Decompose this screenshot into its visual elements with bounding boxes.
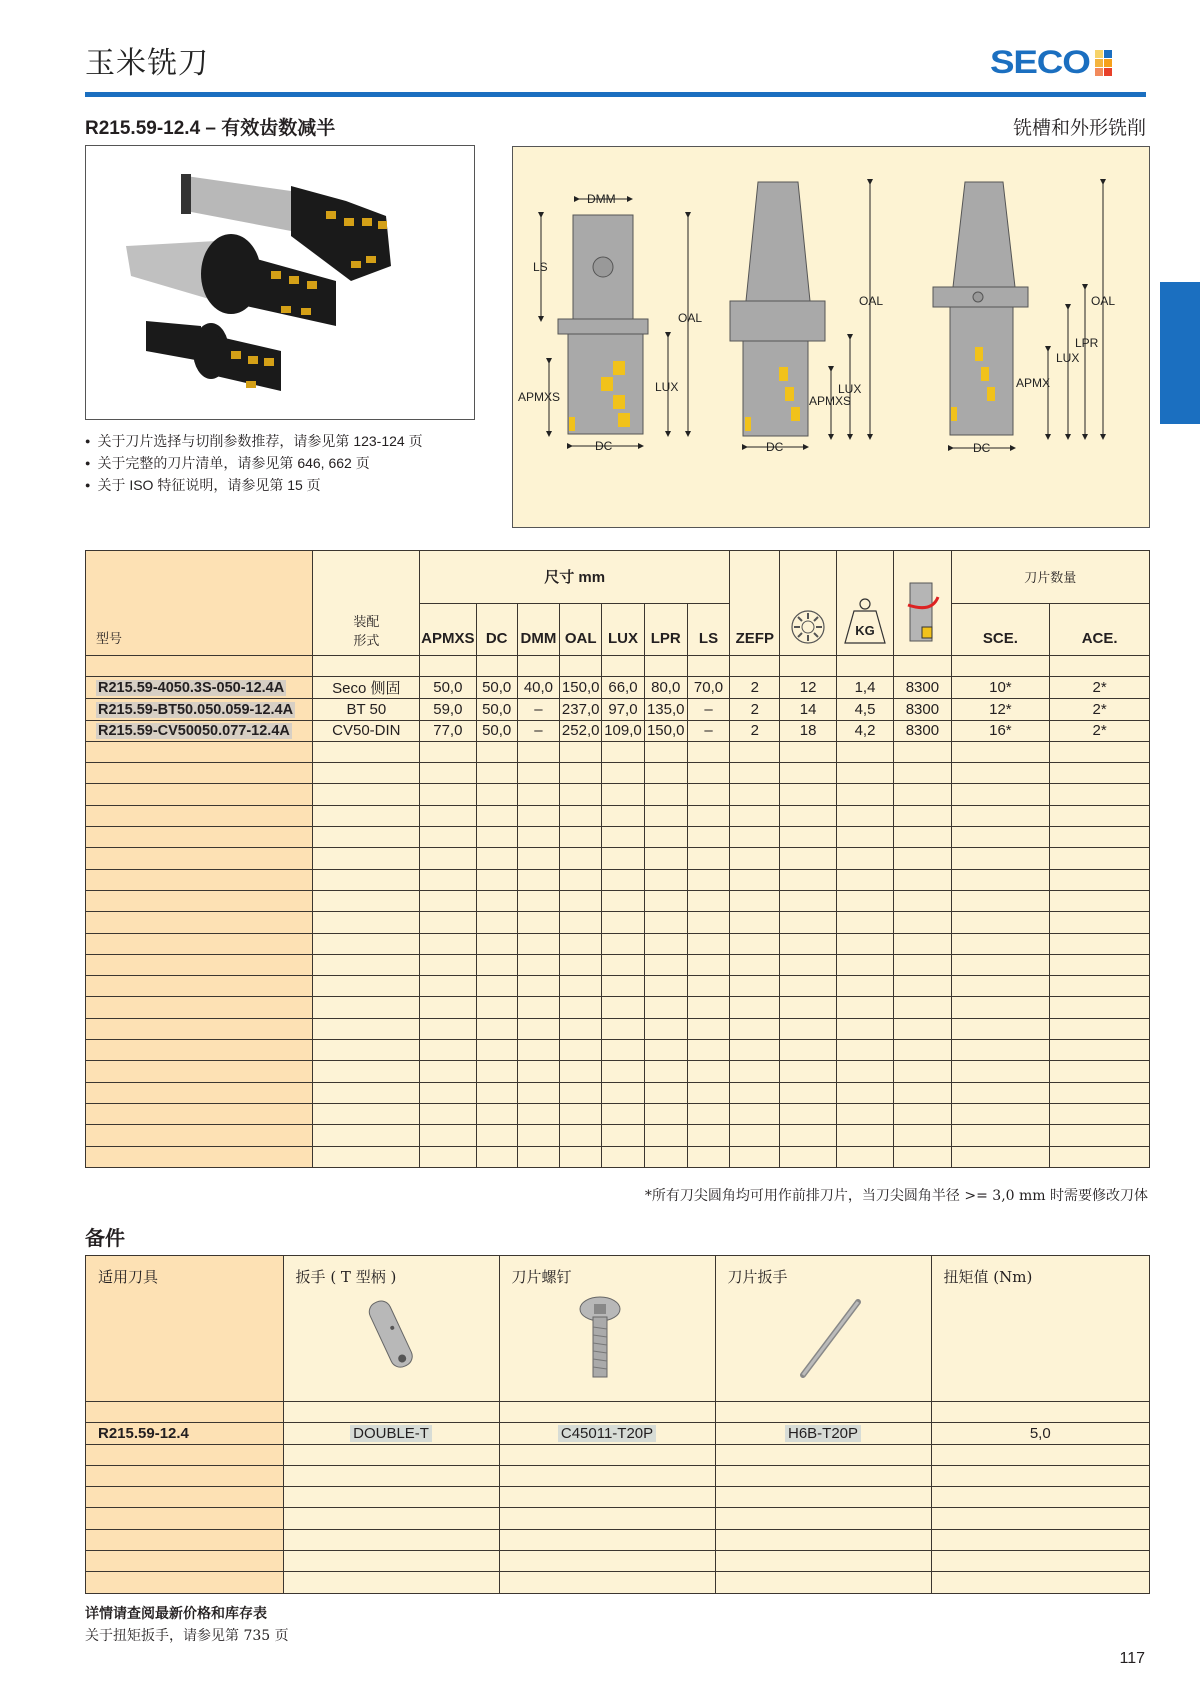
empty-row: [86, 1040, 1150, 1061]
logo-squares-icon: [1095, 50, 1112, 76]
dc-value: 50,0: [476, 720, 517, 741]
ace-value: 2*: [1050, 677, 1150, 699]
spacer-row: [86, 656, 1150, 677]
col-header-rpm: [894, 551, 951, 656]
col-header-ls: LS: [687, 603, 729, 656]
page-footer: [85, 1603, 289, 1647]
col-header-screw: 刀片螺钉: [499, 1256, 715, 1402]
col-header-dc: DC: [476, 603, 517, 656]
empty-row: [86, 912, 1150, 933]
empty-row: [86, 1572, 1150, 1593]
svg-text:APMXS: APMXS: [809, 394, 852, 408]
svg-text:APMX: APMX: [1016, 376, 1051, 390]
empty-row: [86, 954, 1150, 975]
lux-value: 66,0: [602, 677, 644, 699]
svg-text:DC: DC: [973, 441, 991, 455]
ls-value: –: [687, 699, 729, 720]
svg-text:LUX: LUX: [1056, 351, 1080, 365]
lux-value: 109,0: [602, 720, 644, 741]
dmm-value: –: [517, 720, 559, 741]
oal-value: 237,0: [560, 699, 602, 720]
apmxs-value: 50,0: [420, 677, 476, 699]
sce-value: 12*: [951, 699, 1050, 720]
empty-row: [86, 933, 1150, 954]
lpr-value: 150,0: [644, 720, 687, 741]
col-header-weight: [836, 551, 893, 656]
col-header-zefp: ZEFP: [730, 551, 780, 656]
model-number: R215.59-BT50.050.059-12.4A: [98, 701, 294, 718]
weight-value: 4,5: [836, 699, 893, 720]
category-label: 铣槽和外形铣削: [1012, 117, 1146, 139]
table-footnote: *所有刀尖圆角均可用作前排刀片，当刀尖圆角半径 >= 3,0 mm 时需要修改刀体: [644, 1188, 1148, 1204]
col-header-sce: SCE.: [951, 603, 1050, 656]
dmm-value: –: [517, 699, 559, 720]
oal-value: 150,0: [560, 677, 602, 699]
weight-value: 4,2: [836, 720, 893, 741]
tool-diagram-bt50: [730, 182, 883, 454]
rpm-value: 8300: [894, 720, 951, 741]
lpr-value: 80,0: [644, 677, 687, 699]
empty-row: [86, 1487, 1150, 1508]
col-header-apmxs: APMXS: [420, 603, 476, 656]
reference-notes: [85, 430, 423, 496]
table-row: [86, 677, 1150, 699]
mount-type: CV50-DIN: [313, 720, 420, 741]
svg-text:DC: DC: [595, 439, 613, 453]
footer-price-note: 详情请查阅最新价格和库存表: [85, 1606, 267, 1622]
header-rule: [85, 92, 1146, 97]
empty-row: [86, 763, 1150, 784]
lux-value: 97,0: [602, 699, 644, 720]
spares-row: [86, 1423, 1150, 1444]
apmxs-value: 77,0: [420, 720, 476, 741]
col-header-dmm: DMM: [517, 603, 559, 656]
page-title: 玉米铣刀: [85, 46, 209, 81]
zefp-value: 2: [730, 677, 780, 699]
empty-row: [86, 1018, 1150, 1039]
tool-diagram-cylindrical-shank: [518, 192, 702, 453]
tool-model: R215.59-12.4: [86, 1423, 284, 1444]
col-header-insert-key: 刀片扳手: [715, 1256, 931, 1402]
empty-row: [86, 1103, 1150, 1124]
torque-value: 5,0: [931, 1423, 1150, 1444]
section-tab: [1160, 282, 1200, 424]
footer-torque-note: 关于扭矩扳手，请参见第 735 页: [85, 1628, 289, 1644]
dc-value: 50,0: [476, 677, 517, 699]
empty-row: [86, 869, 1150, 890]
svg-text:DMM: DMM: [587, 192, 616, 206]
zefp-value: 2: [730, 720, 780, 741]
svg-text:OAL: OAL: [678, 311, 703, 325]
spares-section-title: 备件: [85, 1226, 125, 1250]
rpm-value: 8300: [894, 699, 951, 720]
note-item: ● 关于完整的刀片清单，请参见第 646, 662 页: [85, 452, 423, 474]
col-header-key: 扳手 ( T 型柄 ): [283, 1256, 499, 1402]
key-part-number: DOUBLE-T: [283, 1423, 499, 1444]
empty-row: [86, 997, 1150, 1018]
empty-row: [86, 784, 1150, 805]
col-header-lux: LUX: [602, 603, 644, 656]
model-number: R215.59-CV50050.077-12.4A: [98, 723, 290, 740]
empty-row: [86, 1551, 1150, 1572]
col-header-oal: OAL: [560, 603, 602, 656]
svg-text:DC: DC: [766, 440, 784, 454]
col-group-insert-count: 刀片数量: [951, 551, 1149, 604]
model-number: R215.59-4050.3S-050-12.4A: [98, 680, 285, 697]
col-header-teeth: [780, 551, 836, 656]
note-item: ● 关于 ISO 特征说明，请参见第 15 页: [85, 474, 423, 496]
product-table: [85, 550, 1150, 1168]
screw-part-number: C45011-T20P: [499, 1423, 715, 1444]
zefp-value: 2: [730, 699, 780, 720]
col-group-dimensions: 尺寸 mm: [420, 551, 730, 604]
insert-key-part-number: H6B-T20P: [715, 1423, 931, 1444]
svg-text:LUX: LUX: [838, 382, 862, 396]
empty-row: [86, 1146, 1150, 1167]
teeth-value: 12: [780, 677, 836, 699]
col-header-mount: 装配 形式: [313, 551, 420, 656]
svg-text:OAL: OAL: [859, 294, 884, 308]
svg-text:LS: LS: [533, 260, 548, 274]
ace-value: 2*: [1050, 720, 1150, 741]
apmxs-value: 59,0: [420, 699, 476, 720]
empty-row: [86, 1125, 1150, 1146]
teeth-value: 14: [780, 699, 836, 720]
sce-value: 10*: [951, 677, 1050, 699]
col-header-lpr: LPR: [644, 603, 687, 656]
insert-screw-icon: [512, 1287, 702, 1387]
empty-row: [86, 1529, 1150, 1550]
spares-table: [85, 1255, 1150, 1594]
cutter-image-3: [146, 321, 281, 391]
max-rpm-icon: [902, 579, 942, 645]
ace-value: 2*: [1050, 699, 1150, 720]
empty-row: [86, 1465, 1150, 1486]
ls-value: –: [687, 720, 729, 741]
empty-row: [86, 976, 1150, 997]
col-header-torque: 扭矩值 (Nm): [931, 1256, 1150, 1402]
cutter-image-2: [126, 234, 336, 326]
empty-row: [86, 827, 1150, 848]
dimension-diagram: [512, 146, 1150, 528]
empty-row: [86, 805, 1150, 826]
weight-icon: [842, 597, 888, 645]
table-row: [86, 699, 1150, 720]
teeth-count-icon: [790, 609, 826, 645]
col-header-ace: ACE.: [1050, 603, 1150, 656]
empty-row: [86, 890, 1150, 911]
insert-key-icon: [728, 1287, 918, 1387]
col-header-model: 型号: [86, 551, 313, 656]
brand-name: SECO: [990, 44, 1090, 80]
col-header-tool: 适用刀具: [86, 1256, 284, 1402]
dmm-value: 40,0: [517, 677, 559, 699]
lpr-value: 135,0: [644, 699, 687, 720]
mount-type: BT 50: [313, 699, 420, 720]
svg-text:LUX: LUX: [655, 380, 679, 394]
empty-rows: [86, 1444, 1150, 1593]
page-number: 117: [1119, 1650, 1145, 1667]
empty-row: [86, 1444, 1150, 1465]
empty-row: [86, 848, 1150, 869]
product-subtitle: R215.59-12.4 – 有效齿数减半: [85, 118, 336, 139]
spacer-row: [86, 1402, 1150, 1423]
sce-value: 16*: [951, 720, 1050, 741]
empty-rows: [86, 741, 1150, 1167]
svg-text:KG: KG: [855, 623, 875, 638]
tool-diagram-cv50: [933, 182, 1115, 455]
t-handle-key-icon: [296, 1287, 486, 1387]
weight-value: 1,4: [836, 677, 893, 699]
svg-text:APMXS: APMXS: [518, 390, 561, 404]
svg-text:OAL: OAL: [1091, 294, 1116, 308]
note-item: ● 关于刀片选择与切削参数推荐，请参见第 123-124 页: [85, 430, 423, 452]
teeth-value: 18: [780, 720, 836, 741]
oal-value: 252,0: [560, 720, 602, 741]
empty-row: [86, 1082, 1150, 1103]
empty-row: [86, 1508, 1150, 1529]
table-row: [86, 720, 1150, 741]
empty-row: [86, 1061, 1150, 1082]
dc-value: 50,0: [476, 699, 517, 720]
rpm-value: 8300: [894, 677, 951, 699]
ls-value: 70,0: [687, 677, 729, 699]
mount-type: Seco 侧固: [313, 677, 420, 699]
empty-row: [86, 741, 1150, 762]
svg-text:LPR: LPR: [1075, 336, 1099, 350]
product-photo: [85, 145, 475, 420]
seco-logo: [990, 44, 1112, 81]
